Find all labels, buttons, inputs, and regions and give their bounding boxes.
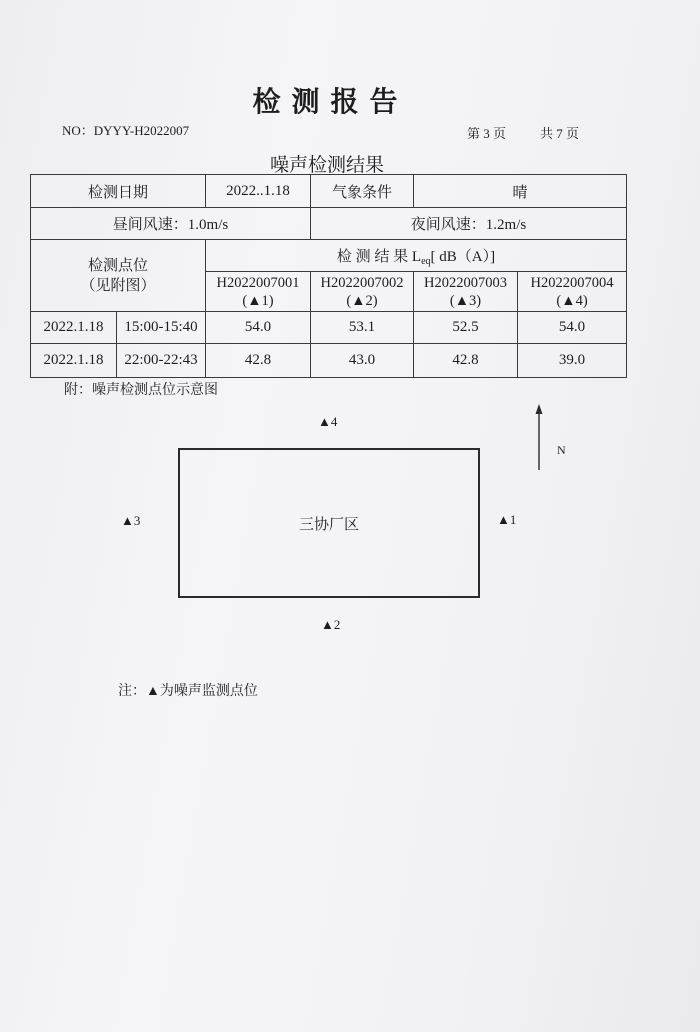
table-row-wind: [31, 208, 627, 240]
table-row-date: [31, 175, 627, 208]
point-cell-4: [518, 272, 627, 312]
factory-area-outline: [178, 448, 480, 598]
point-label-cell: [31, 240, 206, 312]
date-label-cell: 检测日期: [31, 175, 206, 208]
factory-area-label: 三协厂区: [298, 517, 359, 533]
point-marker: (▲2): [346, 292, 378, 309]
north-label: N: [557, 443, 566, 457]
night-wind-cell: 夜间风速：1.2m/s: [311, 208, 627, 240]
row-value-cell: 54.0: [518, 312, 627, 344]
report-title: 检 测 报 告: [252, 87, 400, 118]
results-table: [30, 174, 627, 378]
monitoring-point-2: ▲2: [321, 617, 341, 632]
row-time-cell: 22:00-22:43: [117, 344, 206, 378]
table-row: [31, 312, 627, 344]
point-id: H2022007003: [424, 274, 507, 291]
point-note: （见附图）: [80, 277, 156, 294]
point-id: H2022007001: [216, 274, 300, 291]
point-cell-3: [414, 272, 518, 312]
row-time-cell: 15:00-15:40: [117, 312, 206, 344]
appendix-caption: 附：噪声检测点位示意图: [64, 383, 218, 398]
monitoring-point-4: ▲4: [318, 414, 338, 429]
row-value-cell: 42.8: [206, 344, 311, 378]
row-value-cell: 54.0: [206, 312, 311, 344]
point-marker: (▲1): [242, 292, 274, 309]
monitoring-point-1: ▲1: [497, 512, 517, 527]
row-value-cell: 43.0: [311, 344, 414, 378]
section-title: 噪声检测结果: [269, 155, 384, 176]
row-date-cell: 2022.1.18: [31, 312, 117, 344]
result-header-cell: [206, 240, 627, 272]
report-number: NO：DYYY-H2022007: [62, 123, 190, 138]
result-header-suffix: [ dB（A）]: [430, 248, 496, 265]
date-value-cell: 2022..1.18: [206, 175, 311, 208]
weather-label-cell: 气象条件: [311, 175, 414, 208]
row-date-cell: 2022.1.18: [31, 344, 117, 378]
point-cell-1: [206, 272, 311, 312]
table-row: [31, 344, 627, 378]
point-id: H2022007004: [530, 274, 614, 291]
total-pages: 共 7 页: [540, 126, 580, 141]
row-value-cell: 39.0: [518, 344, 627, 378]
weather-value-cell: 晴: [414, 175, 627, 208]
day-wind-cell: 昼间风速：1.0m/s: [31, 208, 311, 240]
row-value-cell: 53.1: [311, 312, 414, 344]
point-marker: (▲3): [449, 292, 482, 309]
point-label: 检测点位: [88, 257, 149, 274]
legend-note: 注：▲为噪声监测点位: [118, 684, 258, 699]
north-arrow-icon: [530, 404, 550, 472]
table-row-header: [31, 240, 627, 272]
monitoring-point-3: ▲3: [121, 513, 141, 528]
result-header-sub: eq: [421, 255, 431, 267]
point-marker: (▲4): [556, 292, 588, 309]
point-id: H2022007002: [320, 274, 404, 291]
row-value-cell: 42.8: [414, 344, 518, 378]
page-number: 第 3 页: [467, 126, 507, 141]
result-header-prefix: 检 测 结 果 L: [336, 248, 422, 265]
point-cell-2: [311, 272, 414, 312]
row-value-cell: 52.5: [414, 312, 518, 344]
